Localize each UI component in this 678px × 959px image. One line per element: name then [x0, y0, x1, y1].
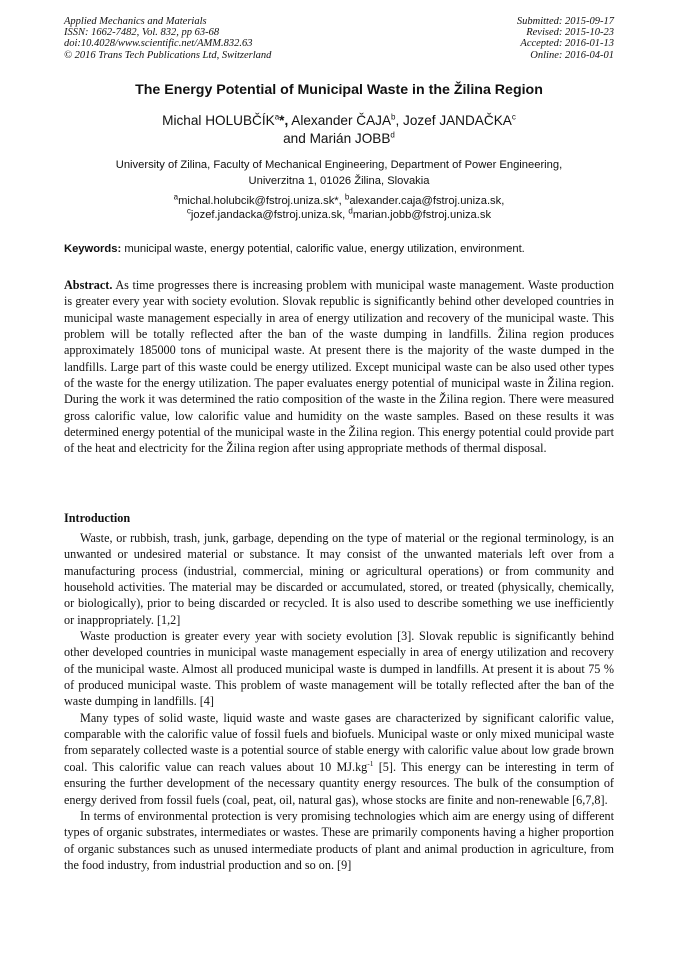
- author-name: Michal HOLUBČÍK: [162, 113, 275, 128]
- email-mark: d: [348, 206, 353, 216]
- email-mark: b: [344, 192, 350, 202]
- author-affil-mark: c: [511, 112, 516, 122]
- email-link[interactable]: michal.holubcik@fstroj.uniza.sk*,: [178, 195, 342, 207]
- submitted-date: Submitted: 2015-09-17: [516, 16, 614, 27]
- paper-title: The Energy Potential of Municipal Waste in the Žilina Region: [135, 82, 543, 98]
- section-heading-introduction: Introduction: [64, 511, 131, 525]
- author-conjunction: and: [283, 131, 306, 146]
- abstract-paragraph: [64, 277, 614, 457]
- author-affil-mark: b: [391, 112, 396, 122]
- email-link[interactable]: jozef.jandacka@fstroj.uniza.sk,: [190, 209, 346, 221]
- introduction-body: [64, 530, 614, 873]
- author-affil-mark: a: [274, 112, 280, 122]
- corresponding-mark: *,: [279, 113, 289, 128]
- author-name: Jozef JANDAČKA: [403, 113, 512, 128]
- keywords: [64, 243, 624, 255]
- revised-date: Revised: 2015-10-23: [526, 27, 614, 39]
- issn-line: ISSN: 1662-7482, Vol. 832, pp 63-68: [64, 27, 220, 39]
- body-paragraph: In terms of environmental protection is very promising technologies which aim are energy using of different types of organic substrates, intermediates or wastes. These are primarily components having a higher proportion of organic substances such as unused intermediate products of plant and animal production in agriculture, from the food industry, from industrial production and so on. [9]: [64, 808, 614, 872]
- author-affil-mark: d: [390, 130, 395, 140]
- keywords-text: municipal waste, energy potential, calorific value, energy utilization, environment.: [124, 243, 525, 255]
- copyright-line: © 2016 Trans Tech Publications Ltd, Switzerland: [64, 49, 272, 61]
- author-name: Marián JOBB: [309, 131, 391, 146]
- keywords-label: Keywords:: [64, 243, 122, 255]
- dates-info: [517, 16, 614, 61]
- journal-name: Applied Mechanics and Materials: [64, 16, 207, 27]
- online-date: Online: 2016-04-01: [530, 49, 614, 61]
- email-link[interactable]: alexander.caja@fstroj.uniza.sk,: [349, 195, 505, 207]
- author-name: Alexander ČAJA: [291, 113, 392, 128]
- authors-line-2: [0, 130, 678, 148]
- email-mark: a: [173, 192, 179, 202]
- emails-line-2: [0, 208, 678, 222]
- paragraph-text: Many types of solid waste, liquid waste and waste gases are characterized by significant calorific value, comparable with the calorific value of fossil fuels and biofuels. Municipal waste or only mixed municipal waste from separately collected waste is a potential source of stable energy with calorific value about low grade brown coal. This calorific value can reach values about 10 MJ.kg: [64, 710, 614, 774]
- email-link[interactable]: marian.jobb@fstroj.uniza.sk: [352, 209, 492, 221]
- affiliation-line: University of Zilina, Faculty of Mechanical Engineering, Department of Power Engineering,: [115, 159, 563, 171]
- affiliation: [0, 158, 678, 189]
- doi-line: doi:10.4028/www.scientific.net/AMM.832.63: [64, 38, 253, 50]
- body-paragraph: [64, 710, 614, 808]
- author-list: [0, 112, 678, 148]
- affiliation-line: Univerzitna 1, 01026 Žilina, Slovakia: [248, 174, 430, 187]
- author-emails: [0, 194, 678, 222]
- email-mark: c: [186, 206, 191, 216]
- paragraph-text: [5]. This energy can be interesting in term of ensuring the further development of the necessary quantity energy resources. The bulk of the consumption of energy derived from fossil fuels (coal, peat, oil, natural gas), whose stocks are finite and non-renewable [6,7,8].: [64, 759, 614, 807]
- unit-exponent: -1: [367, 758, 374, 768]
- body-paragraph: Waste production is greater every year with society evolution [3]. Slovak republic is significantly behind other developed countries in municipal waste management especially in area of energy utilization and recovery of the municipal waste. Almost all produced municipal waste is dumped in landfills. At present it is about 75 % of produced municipal waste. This problem of waste management will be totally reflected after the ban of the waste dumping in landfills. [4]: [64, 629, 614, 709]
- accepted-date: Accepted: 2016-01-13: [520, 38, 614, 50]
- authors-line-1: Michal HOLUBČÍK$^a$*, Alexander ČAJA$^b$, Jozef JANDAČKA$^c$: [162, 112, 516, 128]
- emails-line-1: [0, 194, 678, 208]
- abstract-label: Abstract.: [64, 278, 113, 292]
- abstract-text: As time progresses there is increasing problem with municipal waste management. Waste production is greater every year with society evolution. Slovak republic is significantly behind other developed countries in municipal waste management especially in area of energy utilization and recovery of the municipal waste. This problem will be totally reflected after the ban of the waste dumping in landfills. Žilina region produces approximately 185000 tons of municipal waste. At present there is the majority of the waste dumped in the landfills. Large part of this waste could be energy utilized. Except municipal waste can be also used other types of the waste for the energy utilization. The paper evaluates energy potential of municipal waste in Žilina region. During the work it was determined the ratio composition of the waste in the Žilina region. There were measured gross calorific value, low calorific value and humidity on the waste samples. Based on these results it was determined energy potential of the municipal waste in the Žilina region. This energy potential could provide part of the heat and electricity for the Žilina region after using appropriate methods of thermal disposal.: [64, 278, 614, 456]
- journal-info: [64, 16, 271, 61]
- body-paragraph: Waste, or rubbish, trash, junk, garbage, depending on the type of material or the regional terminology, is an unwanted or undesired material or substance. It may consist of the unwanted materials left over from a manufacturing process (industrial, commercial, mining or agricultural operations) or from community and household activities. The material may be discarded or accumulated, stored, or treated (physically, chemically, or biologically), prior to being discarded or recycled. It is also used to describe something we use inefficiently or inappropriately. [1,2]: [64, 531, 614, 627]
- abstract: [64, 277, 614, 457]
